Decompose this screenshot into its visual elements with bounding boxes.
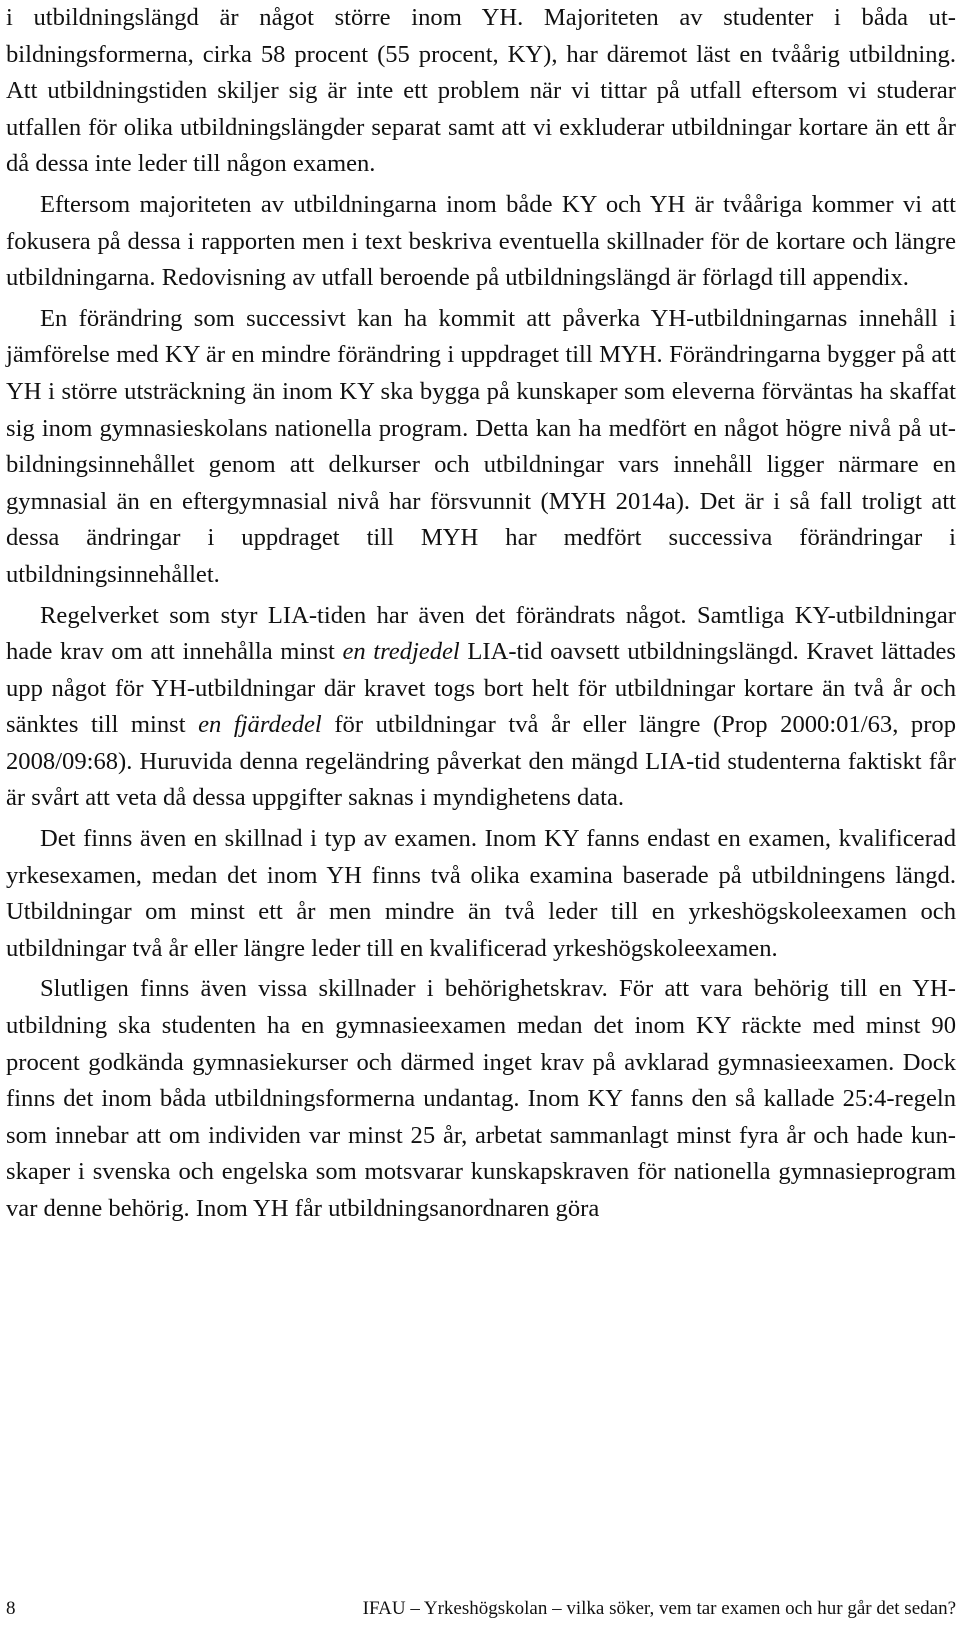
body-text <box>6 0 956 1228</box>
paragraph-p6 <box>6 971 956 1227</box>
paragraph-p5 <box>6 821 956 967</box>
emphasis-text: en fjärdedel <box>198 711 322 739</box>
emphasis-text: en tredjedel <box>342 638 460 666</box>
paragraph-text: Regelverket som styr LIA-tiden har även det förändrats något. Samtliga KY-utbildningar hade krav om att innehålla minst <box>6 601 956 666</box>
paragraph-p2 <box>6 187 956 297</box>
paragraph-text: Eftersom majoriteten av utbildningarna inom både KY och YH är tvååriga kommer vi att fokusera på dessa i rapporten men i text beskriva eventuella skillnader för de kortare och längre utbildningarna. Redovisning av utfall beroende på utbildningslängd är förlagd till appendix. <box>6 190 956 292</box>
paragraph-text: Slutligen finns även vissa skillnader i behörighetskrav. För att vara behörig till en YH-utbildning ska studenten ha en gymnasieexamen medan det inom KY räckte med minst 90 procent godkända gymnasiekurser och därmed inget krav på avklarad gymnasieexamen. Dock finns det inom båda utbildningsformerna undantag. Inom KY fanns den så kallade 25:4-regeln som innebar att om individen var minst 25 år, arbetat sammanlagt minst fyra år och hade kunskaper i svenska och engelska som motsvarar kunskapskraven för nationella gymnasieprogram var denne behörig. Inom YH får utbildningsanordnaren göra <box>6 975 956 1222</box>
document-page <box>6 0 956 1228</box>
paragraph-text: LIA-tid oavsett utbildningslängd. Kravet lättades upp något för YH-utbildningar där kravet togs bort helt för utbildningar kortare än två år och sänktes till minst <box>6 638 957 739</box>
paragraph-text: En förändring som successivt kan ha kommit att påverka YH-utbildningarnas innehåll i jämförelse med KY är en mindre förändring i uppdraget till MYH. Förändringarna bygger på att YH i större utsträckning än inom KY ska bygga på kunskaper som eleverna förväntas ha skaffat sig inom gymnasieskolans nationella program. Detta kan ha medfört en något högre nivå på utbildningsinnehållet genom att delkurser och utbildningar vars innehåll ligger närmare en gymnasial än en eftergymnasial nivå har försvunnit (MYH 2014a). Det är i så fall troligt att dessa ändringar i uppdraget till MYH har medfört successiva förändringar i utbildningsinnehållet. <box>6 304 956 588</box>
paragraph-p1 <box>6 0 956 183</box>
running-title: IFAU – Yrkeshögskolan – vilka söker, vem tar examen och hur går det sedan? <box>362 1598 956 1619</box>
paragraph-text: för utbildningar två år eller längre (Prop 2000:01/63, prop 2008/09:68). Huruvida denna regeländring påverkat den mängd LIA-tid studenterna faktiskt får är svårt att veta då dessa uppgifter saknas i myndighetens data. <box>6 711 956 812</box>
paragraph-p3 <box>6 301 956 594</box>
paragraph-text: i utbildningslängd är något större inom YH. Majoriteten av studenter i båda utbildningsformerna, cirka 58 procent (55 procent, KY), har däremot läst en tvåårig utbildning. Att utbildningstiden skiljer sig är inte ett problem när vi tittar på utfall eftersom vi studerar utfallen för olika utbildningslängder separat samt att vi exkluderar utbildningar kortare än ett år då dessa inte leder till någon examen. <box>6 4 956 178</box>
paragraph-p4 <box>6 598 956 818</box>
paragraph-text: Det finns även en skillnad i typ av examen. Inom KY fanns endast en examen, kvalificerad yrkesexamen, medan det inom YH finns två olika examina baserade på utbildningens längd. Utbildningar om minst ett år men mindre än två leder till en yrkeshögskoleexamen och utbildningar två år eller längre leder till en kvalificerad yrkeshögskoleexamen. <box>6 825 956 962</box>
page-footer <box>6 1596 956 1622</box>
page-number: 8 <box>6 1598 16 1619</box>
